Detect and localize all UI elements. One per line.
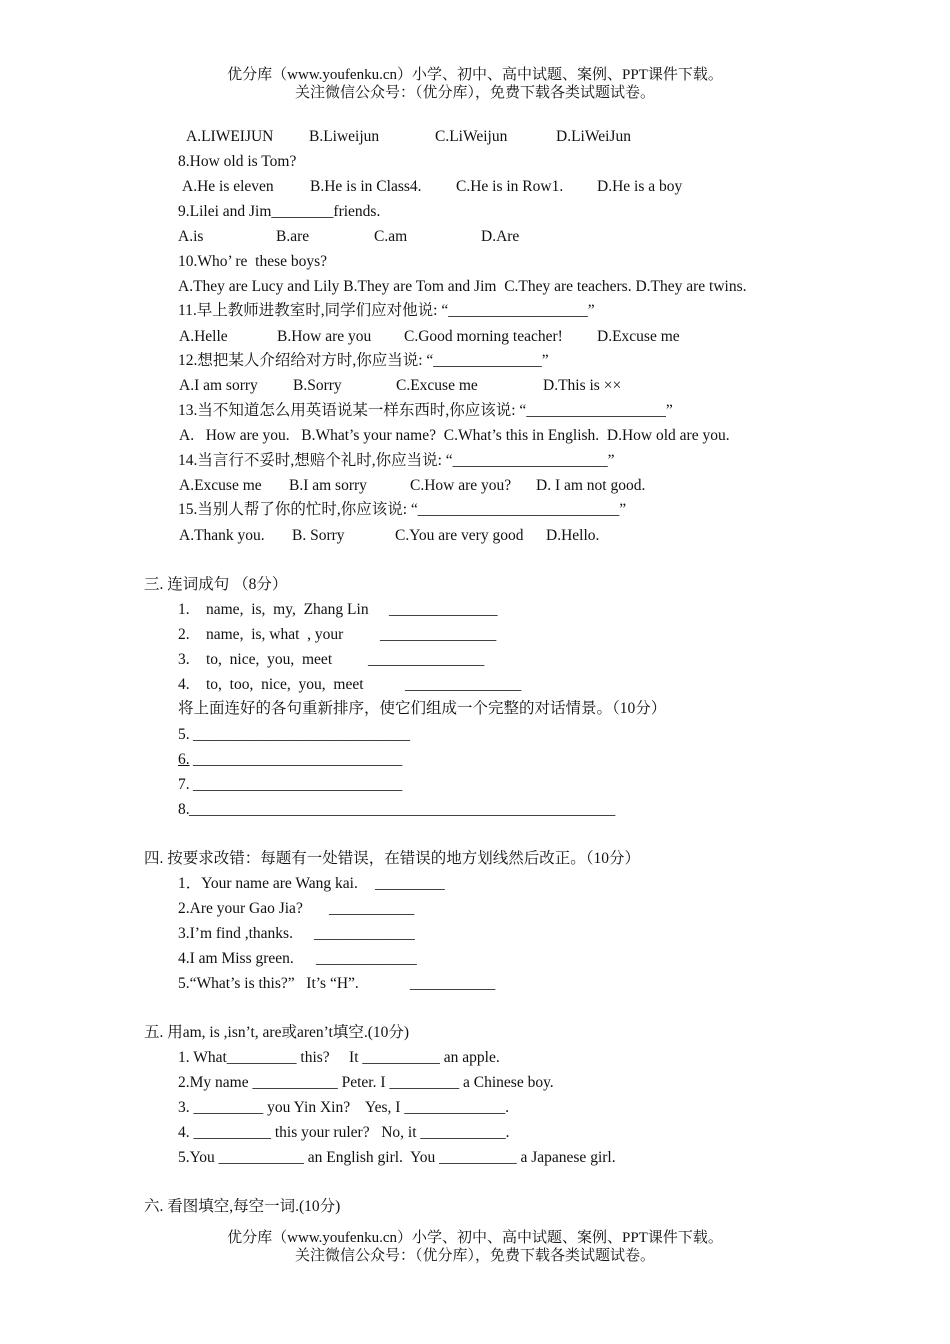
q15-question: 15.当别人帮了你的忙时,你应该说: “__________________________” <box>178 501 627 518</box>
part4-item-4-blank: _____________ <box>316 950 417 967</box>
part6-title: 六. 看图填空,每空一词.(10分) <box>144 1198 341 1215</box>
q7-option-b: B.Liweijun <box>309 128 380 145</box>
q12-option-d: D.This is ×× <box>543 377 622 394</box>
q15-option-b: B. Sorry <box>292 527 345 544</box>
q14-option-c: C.How are you? <box>410 477 512 494</box>
q7-option-d: D.LiWeiJun <box>556 128 631 145</box>
q15-option-a: A.Thank you. <box>179 527 265 544</box>
part3-item-1-num: 1. <box>178 601 190 618</box>
part3-order-7-blank: ___________________________ <box>193 776 403 793</box>
footer-line-2: 关注微信公众号：（优分库），免费下载各类试题试卷。 <box>294 1248 655 1264</box>
part4-item-5-text: 5.“What’s is this?” It’s “H”. <box>178 975 359 992</box>
q11-option-a: A.Helle <box>179 328 228 345</box>
part4-item-4-text: 4.I am Miss green. <box>178 950 294 967</box>
q7-option-c: C.LiWeijun <box>435 128 508 145</box>
q10-options: A.They are Lucy and Lily B.They are Tom and Jim C.They are teachers. D.They are twins. <box>178 278 747 295</box>
q11-option-b: B.How are you <box>277 328 372 345</box>
part3-item-3-num: 3. <box>178 651 190 668</box>
part4-item-2-text: 2.Are your Gao Jia? <box>178 900 303 917</box>
q12-option-b: B.Sorry <box>293 377 342 394</box>
part5-line-3: 3. _________ you Yin Xin? Yes, I _____________. <box>178 1099 509 1116</box>
q8-question: 8.How old is Tom? <box>178 153 297 170</box>
q11-option-d: D.Excuse me <box>597 328 680 345</box>
part3-item-3-text: to, nice, you, meet <box>206 651 333 668</box>
part3-item-1-text: name, is, my, Zhang Lin <box>206 601 369 618</box>
q7-option-a: A.LIWEIJUN <box>186 128 274 145</box>
part4-item-1-text: 1．Your name are Wang kai. <box>178 875 358 892</box>
part3-item-2-blank: _______________ <box>380 626 497 643</box>
part3-order-6-blank: ___________________________ <box>193 751 403 768</box>
q8-option-d: D.He is a boy <box>597 178 683 195</box>
part3-item-4-text: to, too, nice, you, meet <box>206 676 364 693</box>
part5-line-1: 1. What_________ this? It __________ an apple. <box>178 1049 500 1066</box>
part3-order-6-num: 6. <box>178 751 190 768</box>
part3-order-7-num: 7. <box>178 776 190 793</box>
part3-order-8-num: 8. <box>178 801 190 818</box>
q8-option-b: B.He is in Class4. <box>310 178 422 195</box>
part3-order-8-blank: _______________________________________________________ <box>189 801 616 818</box>
part5-line-2: 2.My name ___________ Peter. I _________ a Chinese boy. <box>178 1074 554 1091</box>
q15-option-c: C.You are very good <box>395 527 524 544</box>
q14-question: 14.当言行不妥时,想赔个礼时,你应当说: “____________________” <box>178 452 615 469</box>
q9-question: 9.Lilei and Jim________friends. <box>178 203 381 220</box>
part5-line-4: 4. __________ this your ruler? No, it ___________. <box>178 1124 510 1141</box>
q15-option-d: D.Hello. <box>546 527 600 544</box>
q12-option-a: A.I am sorry <box>179 377 258 394</box>
q11-question: 11.早上教师进教室时,同学们应对他说: “__________________” <box>178 302 595 319</box>
part5-line-5: 5.You ___________ an English girl. You __________ a Japanese girl. <box>178 1149 616 1166</box>
q10-question: 10.Who’ re these boys? <box>178 253 328 270</box>
part4-item-3-text: 3.I’m find ,thanks. <box>178 925 293 942</box>
part3-item-2-text: name, is, what , your <box>206 626 344 643</box>
q14-option-d: D. I am not good. <box>536 477 646 494</box>
part3-instruction: 将上面连好的各句重新排序，使它们组成一个完整的对话情景。（10分） <box>178 700 667 717</box>
part4-item-5-blank: ___________ <box>410 975 496 992</box>
q14-option-b: B.I am sorry <box>289 477 367 494</box>
q14-option-a: A.Excuse me <box>179 477 262 494</box>
q13-question: 13.当不知道怎么用英语说某一样东西时,你应该说: “__________________” <box>178 402 673 419</box>
q9-option-a: A.is <box>178 228 204 245</box>
part3-item-3-blank: _______________ <box>368 651 485 668</box>
q9-option-d: D.Are <box>481 228 520 245</box>
part4-title: 四. 按要求改错：每题有一处错误，在错误的地方划线然后改正。（10分） <box>144 850 641 867</box>
part3-item-2-num: 2. <box>178 626 190 643</box>
footer-line-1: 优分库（www.youfenku.cn）小学、初中、高中试题、案例、PPT课件下载。 <box>227 1230 723 1246</box>
q12-question: 12.想把某人介绍给对方时,你应当说: “______________” <box>178 352 549 369</box>
part4-item-3-blank: _____________ <box>314 925 415 942</box>
q13-options: A. How are you. B.What’s your name? C.What’s this in English. D.How old are you. <box>179 427 730 444</box>
header-line-1: 优分库（www.youfenku.cn）小学、初中、高中试题、案例、PPT课件下载。 <box>227 67 723 83</box>
part3-item-1-blank: ______________ <box>389 601 498 618</box>
page-header <box>0 66 950 102</box>
q9-option-c: C.am <box>374 228 408 245</box>
part4-item-1-blank: _________ <box>375 875 445 892</box>
part4-item-2-blank: ___________ <box>329 900 415 917</box>
part3-order-5-num: 5. <box>178 726 190 743</box>
q8-option-a: A.He is eleven <box>182 178 274 195</box>
q11-option-c: C.Good morning teacher! <box>404 328 563 345</box>
q12-option-c: C.Excuse me <box>396 377 478 394</box>
part3-title: 三. 连词成句 （8分） <box>144 576 288 593</box>
part3-order-5-blank: ____________________________ <box>193 726 410 743</box>
q8-option-c: C.He is in Row1. <box>456 178 564 195</box>
header-line-2: 关注微信公众号：（优分库），免费下载各类试题试卷。 <box>294 85 655 101</box>
page-footer <box>0 1229 950 1265</box>
part3-item-4-num: 4. <box>178 676 190 693</box>
part5-title: 五. 用am, is ,isn’t, are或aren’t填空.(10分) <box>144 1024 410 1041</box>
q9-option-b: B.are <box>276 228 310 245</box>
part3-item-4-blank: _______________ <box>405 676 522 693</box>
